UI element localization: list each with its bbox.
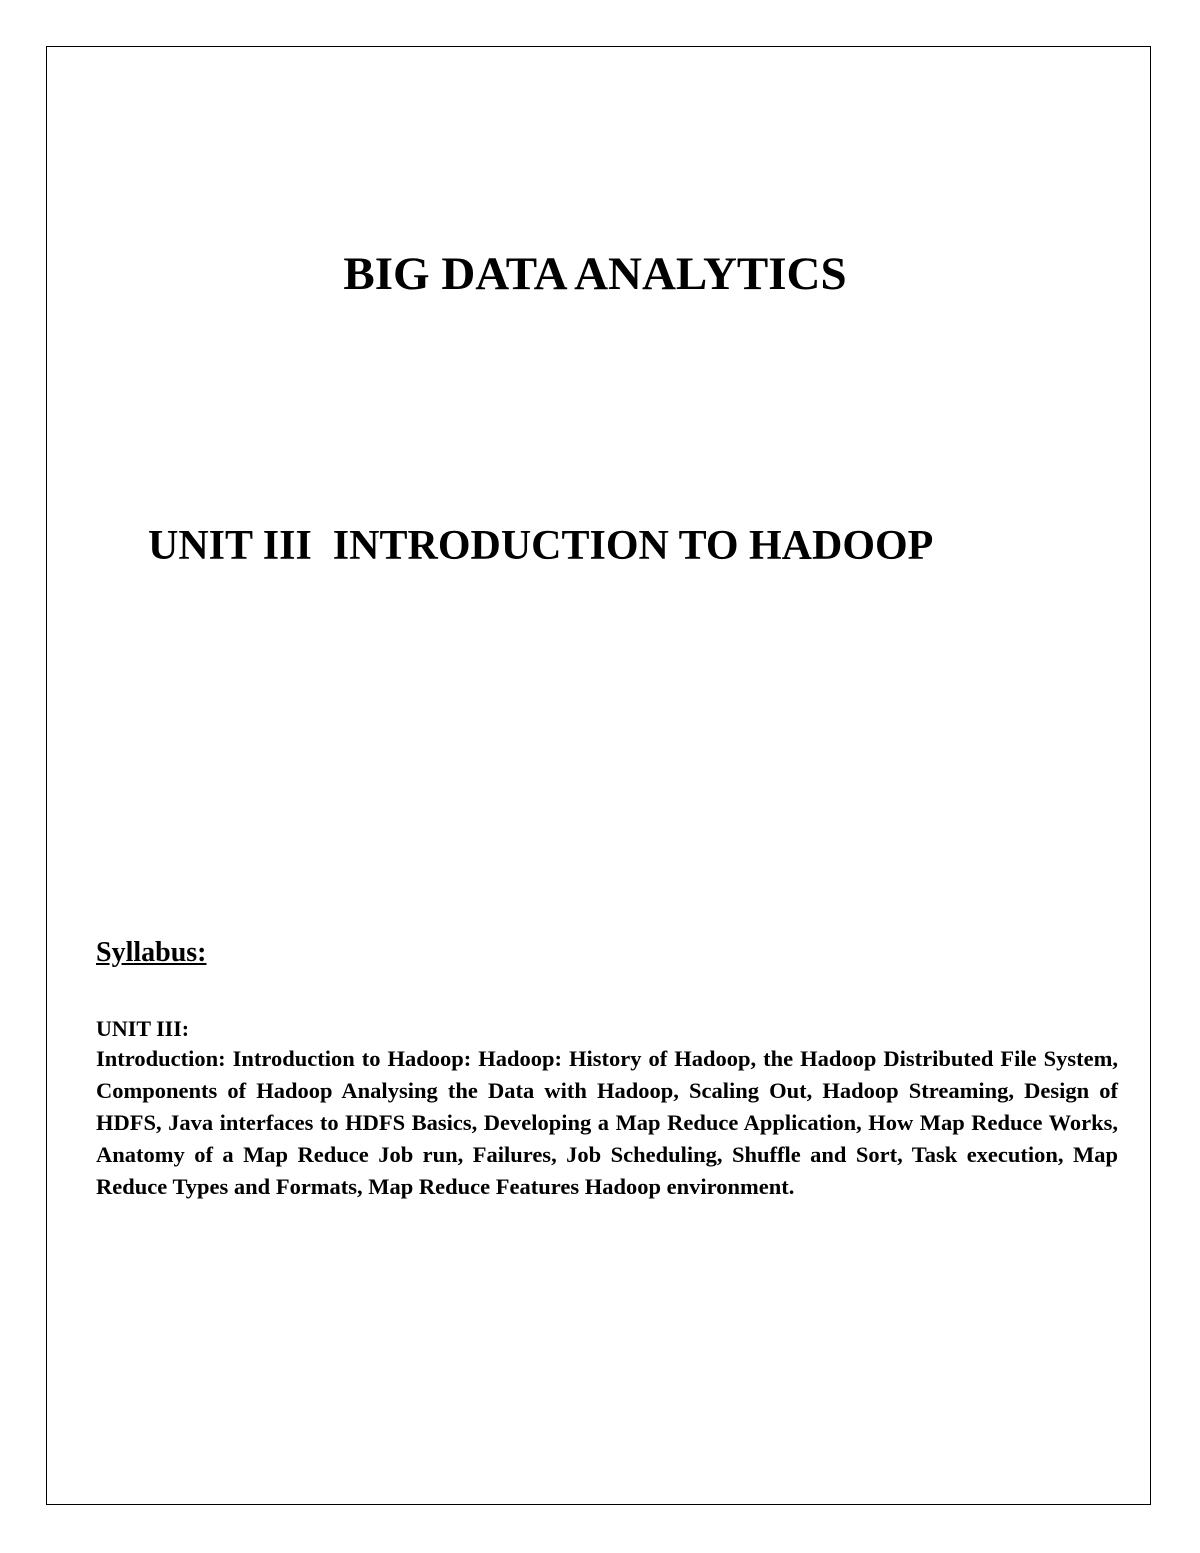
syllabus-unit-label: UNIT III: bbox=[96, 1016, 190, 1041]
syllabus-body: Introduction: Introduction to Hadoop: Hadoop: History of Hadoop, the Hadoop Distributed File System, Components of Hadoop Analysing the Data with Hadoop, Scaling Out, Hadoop Streaming, Design of HDFS, Java interfaces to HDFS Basics, Developing a Map Reduce Application, How Map Reduce Works, Anatomy of a Map Reduce Job run, Failures, Job Scheduling, Shuffle and Sort, Task execution, Map Reduce Types and Formats, Map Reduce Features Hadoop environment. bbox=[96, 1046, 1118, 1199]
document-title: BIG DATA ANALYTICS bbox=[343, 248, 847, 300]
unit-title: UNIT III INTRODUCTION TO HADOOP bbox=[148, 523, 934, 569]
syllabus-heading: Syllabus: bbox=[96, 937, 207, 968]
